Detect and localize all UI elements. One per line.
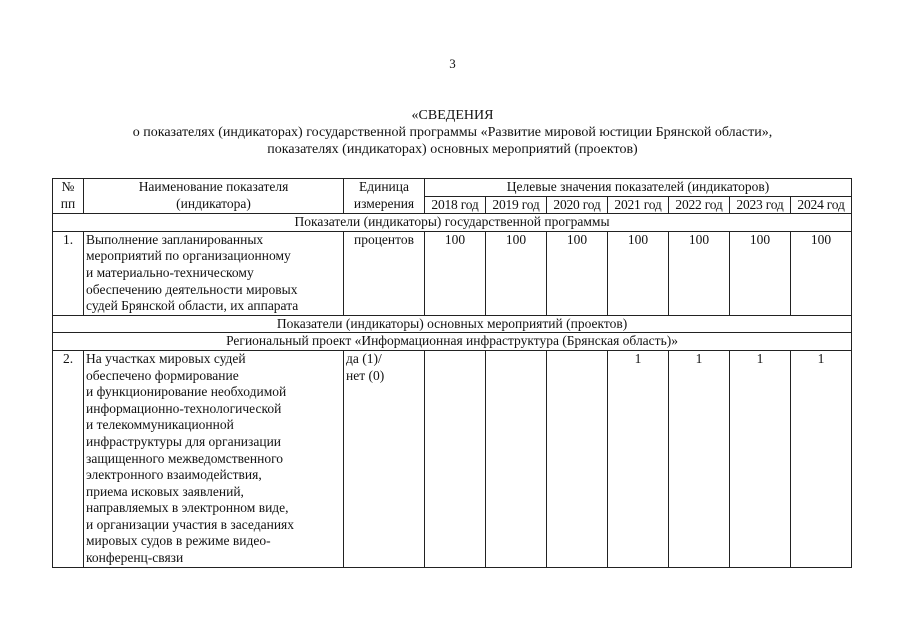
year-header: 2021 год: [608, 196, 669, 214]
column-header-number-top: №: [61, 179, 75, 194]
table-row: [53, 231, 852, 315]
value-cell: 100: [730, 231, 791, 315]
column-header-targets: Целевые значения показателей (индикаторов): [425, 179, 852, 197]
indicator-name: [84, 350, 344, 567]
year-header: 2018 год: [425, 196, 486, 214]
unit-cell: [344, 350, 425, 567]
unit-line: нет (0): [346, 367, 385, 383]
indicator-name-line: защищенного межведомственного: [86, 450, 284, 466]
column-header-name-bottom: (индикатора): [176, 195, 251, 211]
section-row-program: [53, 214, 852, 232]
indicator-name-line: судей Брянской области, их аппарата: [86, 298, 299, 314]
value-cell: 1: [608, 350, 669, 567]
unit-cell: процентов: [344, 231, 425, 315]
section-title: Показатели (индикаторы) государственной программы: [53, 214, 852, 232]
value-cell: [547, 350, 608, 567]
indicator-name-line: инфраструктуры для организации: [86, 433, 282, 449]
indicator-name-line: обеспечено формирование: [86, 367, 239, 383]
year-header: 2020 год: [547, 196, 608, 214]
table-header-row-1: [53, 179, 852, 197]
document-heading: [0, 107, 905, 158]
indicator-name-line: конференц-связи: [86, 550, 184, 566]
row-number: 1.: [53, 231, 84, 315]
value-cell: 1: [730, 350, 791, 567]
indicator-name-line: и материально-техническому: [86, 264, 254, 280]
indicator-name-line: и телекоммуникационной: [86, 417, 234, 433]
indicator-name-line: мероприятий по организационному: [86, 248, 291, 264]
value-cell: [486, 350, 547, 567]
year-header: 2023 год: [730, 196, 791, 214]
indicator-name: [84, 231, 344, 315]
column-header-unit: [344, 179, 425, 214]
column-header-name-top: Наименование показателя: [138, 179, 289, 194]
page-number: 3: [449, 56, 456, 71]
section-title: Показатели (индикаторы) основных мероприятий (проектов): [53, 315, 852, 333]
indicator-name-line: информационно-технологической: [86, 400, 282, 416]
section-row-activities: [53, 315, 852, 333]
value-cell: 100: [791, 231, 852, 315]
column-header-unit-top: Единица: [358, 179, 409, 194]
unit-line: да (1)/: [346, 350, 382, 366]
heading-line-1: «СВЕДЕНИЯ: [411, 108, 494, 123]
year-header: 2022 год: [669, 196, 730, 214]
indicator-name-line: Выполнение запланированных: [86, 231, 264, 247]
indicators-table: [52, 178, 852, 568]
year-header: 2024 год: [791, 196, 852, 214]
indicator-name-line: направляемых в электронном виде,: [86, 500, 289, 516]
value-cell: 100: [608, 231, 669, 315]
value-cell: 1: [669, 350, 730, 567]
table-row: [53, 350, 852, 567]
row-number: 2.: [53, 350, 84, 567]
indicator-name-line: и функционирование необходимой: [86, 384, 287, 400]
indicator-name-line: обеспечению деятельности мировых: [86, 281, 298, 297]
value-cell: 100: [425, 231, 486, 315]
value-cell: [425, 350, 486, 567]
column-header-number-bottom: пп: [60, 195, 76, 211]
indicator-name-line: и организации участия в заседаниях: [86, 516, 294, 532]
value-cell: 100: [669, 231, 730, 315]
heading-line-2: о показателях (индикаторах) государственной программы «Развитие мировой юстиции Брянской области»,: [132, 125, 773, 140]
column-header-name: [84, 179, 344, 214]
heading-line-3: показателях (индикаторах) основных мероприятий (проектов): [267, 142, 638, 157]
indicator-name-line: приема исковых заявлений,: [86, 483, 244, 499]
year-header: 2019 год: [486, 196, 547, 214]
value-cell: 100: [547, 231, 608, 315]
indicator-name-line: На участках мировых судей: [86, 350, 246, 366]
column-header-number: [53, 179, 84, 214]
value-cell: 100: [486, 231, 547, 315]
section-row-project: [53, 333, 852, 351]
value-cell: 1: [791, 350, 852, 567]
section-title: Региональный проект «Информационная инфраструктура (Брянская область)»: [53, 333, 852, 351]
column-header-unit-bottom: измерения: [353, 195, 415, 211]
indicator-name-line: электронного взаимодействия,: [86, 467, 262, 483]
indicator-name-line: мировых судов в режиме видео-: [86, 533, 271, 549]
